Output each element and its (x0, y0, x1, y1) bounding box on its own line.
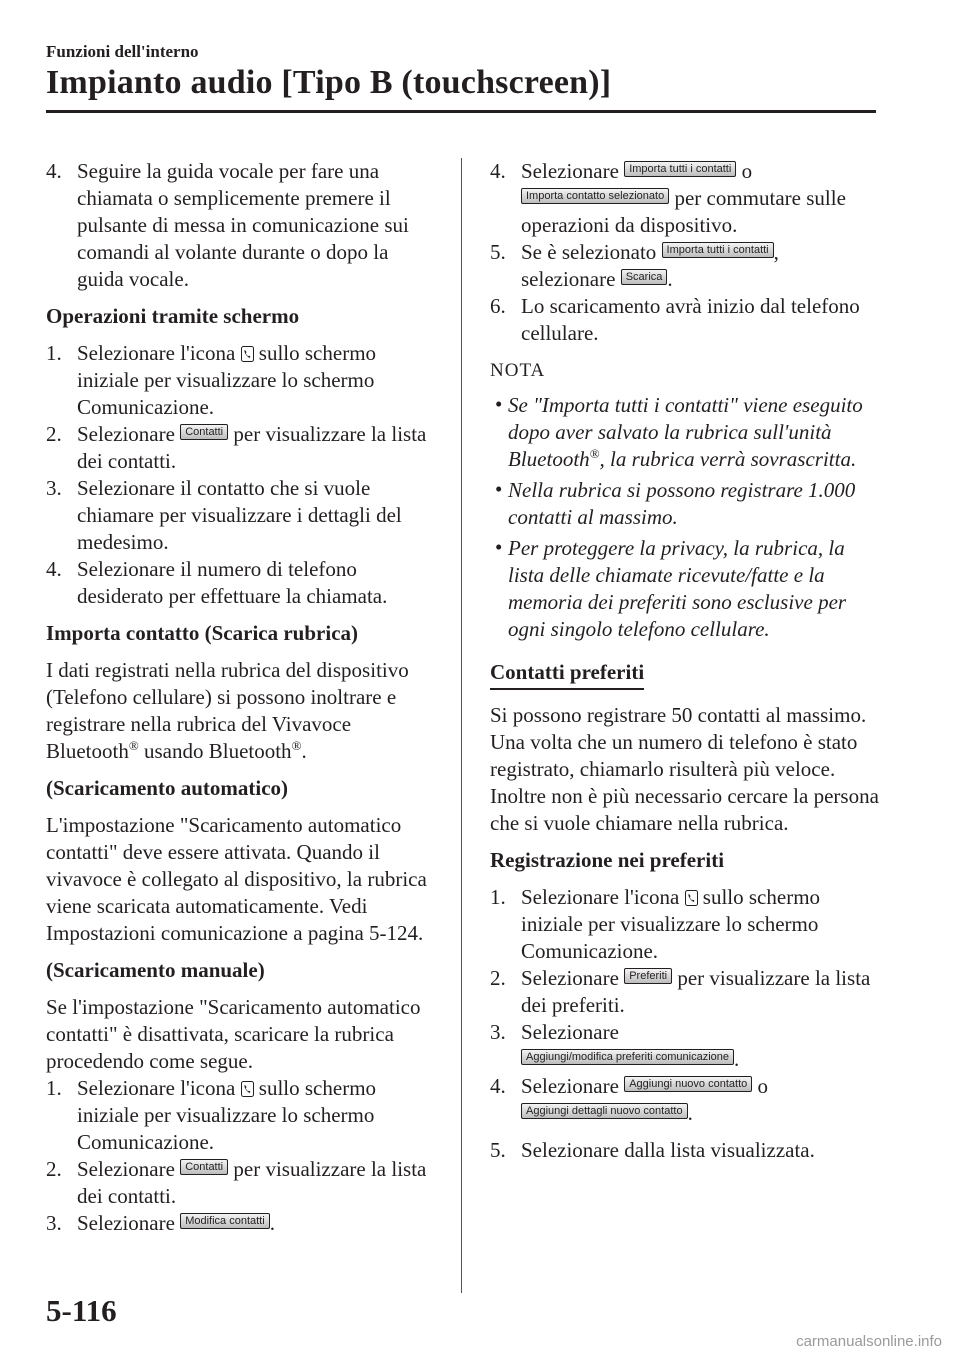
item-number: 3. (490, 1020, 506, 1044)
manual-steps (46, 1075, 438, 1237)
note-list (490, 392, 882, 643)
item-number: 3. (46, 476, 62, 500)
watermark: carmanualsonline.info (796, 1333, 942, 1350)
item-number: 3. (46, 1211, 62, 1235)
importa-selezionato-button: Importa contatto selezionato (521, 188, 669, 204)
note-item (490, 535, 882, 643)
note-item (490, 392, 882, 473)
column-divider (461, 158, 462, 1293)
list-item (46, 1075, 438, 1156)
heading-screen-operations: Operazioni tramite schermo (46, 304, 300, 328)
list-item (490, 884, 882, 965)
item-number: 4. (490, 159, 506, 183)
note-text: Nella rubrica si possono registrare 1.000 contatti al massimo. (508, 478, 856, 529)
import-paragraph (46, 657, 438, 765)
item-text: . (269, 1211, 275, 1235)
heading-favorite-contacts: Contatti preferiti (490, 659, 644, 690)
list-item (490, 1019, 882, 1073)
item-number: 5. (490, 1138, 506, 1162)
phone-icon (241, 346, 254, 362)
item-number: 4. (46, 557, 62, 581)
favorites-steps (490, 884, 882, 1164)
aggiungi-nuovo-contatto-button: Aggiungi nuovo contatto (624, 1076, 752, 1092)
list-item (490, 1137, 882, 1164)
item-text: Selezionare l'icona (77, 1076, 236, 1100)
item-text: Selezionare (521, 1020, 619, 1044)
list-item (490, 158, 882, 239)
scarica-button: Scarica (621, 269, 668, 285)
heading-auto-download: (Scaricamento automatico) (46, 776, 289, 800)
item-text: . (667, 267, 673, 291)
item-text: Selezionare l'icona (77, 341, 236, 365)
item-text: per visualizzare la lista dei preferiti. (521, 966, 871, 1017)
list-item (46, 1210, 438, 1237)
list-item (46, 475, 438, 556)
item-number: 4. (490, 1074, 506, 1098)
list-item (46, 1156, 438, 1210)
note-item (490, 477, 882, 531)
phone-icon (685, 890, 698, 906)
paragraph-text: . (301, 739, 307, 763)
note-text: Per proteggere la privacy, la rubrica, la lista delle chiamate ricevute/fatte e la memoria dei preferiti sono esclusive per ogni singolo telefono cellulare. (508, 536, 847, 641)
aggiungi-modifica-preferiti-button: Aggiungi/modifica preferiti comunicazione (521, 1049, 734, 1065)
continued-list (46, 158, 438, 293)
list-item (46, 556, 438, 610)
screen-steps (46, 340, 438, 610)
item-text: o (741, 159, 753, 183)
item-number: 1. (46, 1076, 62, 1100)
list-item (490, 965, 882, 1019)
item-text: Se è selezionato (521, 240, 657, 264)
importa-tutti-button: Importa tutti i contatti (662, 242, 774, 258)
list-item (46, 158, 438, 293)
item-text: per visualizzare la lista dei contatti. (77, 422, 427, 473)
item-text: Seguire la guida vocale per fare una chiamata o semplicemente premere il pulsante di messa in comunicazione sui comandi al volante durante o dopo la guida vocale. (77, 159, 409, 291)
manual-steps-continued (490, 158, 882, 347)
item-text: per commutare sulle operazioni da dispositivo. (521, 186, 846, 237)
heading-register-favorites: Registrazione nei preferiti (490, 848, 725, 872)
item-text: Lo scaricamento avrà inizio dal telefono cellulare. (521, 294, 860, 345)
item-number: 4. (46, 159, 62, 183)
registered-mark: ® (291, 738, 302, 753)
item-text: Selezionare (521, 966, 619, 990)
importa-tutti-button: Importa tutti i contatti (624, 161, 736, 177)
list-item (490, 1073, 882, 1127)
item-text: sullo schermo iniziale per visualizzare lo schermo Comunicazione. (521, 885, 821, 963)
paragraph-text: usando Bluetooth (143, 739, 292, 763)
item-number: 1. (490, 885, 506, 909)
left-column (46, 158, 438, 1247)
heading-import-contacts: Importa contatto (Scarica rubrica) (46, 621, 359, 645)
item-text: . (687, 1101, 693, 1125)
registered-mark: ® (128, 738, 139, 753)
list-item (46, 340, 438, 421)
section-label: Funzioni dell'interno (46, 42, 199, 61)
page-header (46, 42, 611, 102)
contatti-button: Contatti (180, 424, 228, 440)
phone-icon (241, 1081, 254, 1097)
title-rule (46, 110, 876, 113)
list-item (46, 421, 438, 475)
favorites-paragraph: Si possono registrare 50 contatti al massimo. Una volta che un numero di telefono è stato registrato, chiamarlo risulterà più veloce. Inoltre non è più necessario cercare la persona che si vuole chiamare nella rubrica. (490, 703, 879, 835)
note-text: , la rubrica verrà sovrascritta. (599, 447, 857, 471)
item-text: , (773, 240, 779, 264)
registered-mark: ® (589, 446, 600, 461)
preferiti-button: Preferiti (624, 968, 672, 984)
auto-paragraph: L'impostazione "Scaricamento automatico contatti" deve essere attivata. Quando il vivavoce è collegato al dispositivo, la rubrica viene scaricata automaticamente. Vedi Impostazioni comunicazione a pagina 5-124. (46, 813, 427, 945)
item-text: o (757, 1074, 768, 1098)
item-number: 1. (46, 341, 62, 365)
item-number: 5. (490, 240, 506, 264)
item-text: sullo schermo iniziale per visualizzare lo schermo Comunicazione. (77, 341, 377, 419)
item-text: sullo schermo iniziale per visualizzare lo schermo Comunicazione. (77, 1076, 377, 1154)
item-text: . (734, 1047, 740, 1071)
aggiungi-dettagli-button: Aggiungi dettagli nuovo contatto (521, 1103, 688, 1119)
page-title: Impianto audio [Tipo B (touchscreen)] (46, 64, 612, 101)
item-number: 6. (490, 294, 506, 318)
item-text: Selezionare (521, 159, 619, 183)
item-text: Selezionare (521, 1074, 619, 1098)
item-text: per visualizzare la lista dei contatti. (77, 1157, 427, 1208)
page-number: 5-116 (46, 1293, 117, 1328)
heading-manual-download: (Scaricamento manuale) (46, 958, 265, 982)
item-text: Selezionare (77, 422, 175, 446)
item-number: 2. (46, 1157, 62, 1181)
bullet: • (495, 477, 503, 501)
item-text: selezionare (521, 267, 616, 291)
note-text: Se "Importa tutti i contatti" viene eseguito dopo aver salvato la rubrica sull'unità Bluetooth (508, 393, 863, 471)
paragraph-text: I dati registrati nella rubrica del dispositivo (Telefono cellulare) si possono inoltrare e registrare nella rubrica del Vivavoce Bluetooth (46, 658, 409, 763)
item-text: Selezionare (77, 1157, 175, 1181)
item-text: Selezionare il contatto che si vuole chiamare per visualizzare i dettagli del medesimo. (77, 476, 402, 554)
modifica-contatti-button: Modifica contatti (180, 1213, 269, 1229)
list-item (490, 293, 882, 347)
bullet: • (495, 392, 503, 416)
right-column (490, 158, 882, 1174)
item-text: Selezionare il numero di telefono desiderato per effettuare la chiamata. (77, 557, 388, 608)
item-number: 2. (46, 422, 62, 446)
item-text: Selezionare l'icona (521, 885, 680, 909)
manual-paragraph: Se l'impostazione "Scaricamento automatico contatti" è disattivata, scaricare la rubrica procedendo come segue. (46, 995, 421, 1073)
contatti-button: Contatti (180, 1159, 228, 1175)
bullet: • (495, 535, 503, 559)
list-item (490, 239, 882, 293)
note-title: NOTA (490, 360, 546, 381)
item-text: Selezionare (77, 1211, 175, 1235)
item-number: 2. (490, 966, 506, 990)
item-text: Selezionare dalla lista visualizzata. (521, 1138, 815, 1162)
